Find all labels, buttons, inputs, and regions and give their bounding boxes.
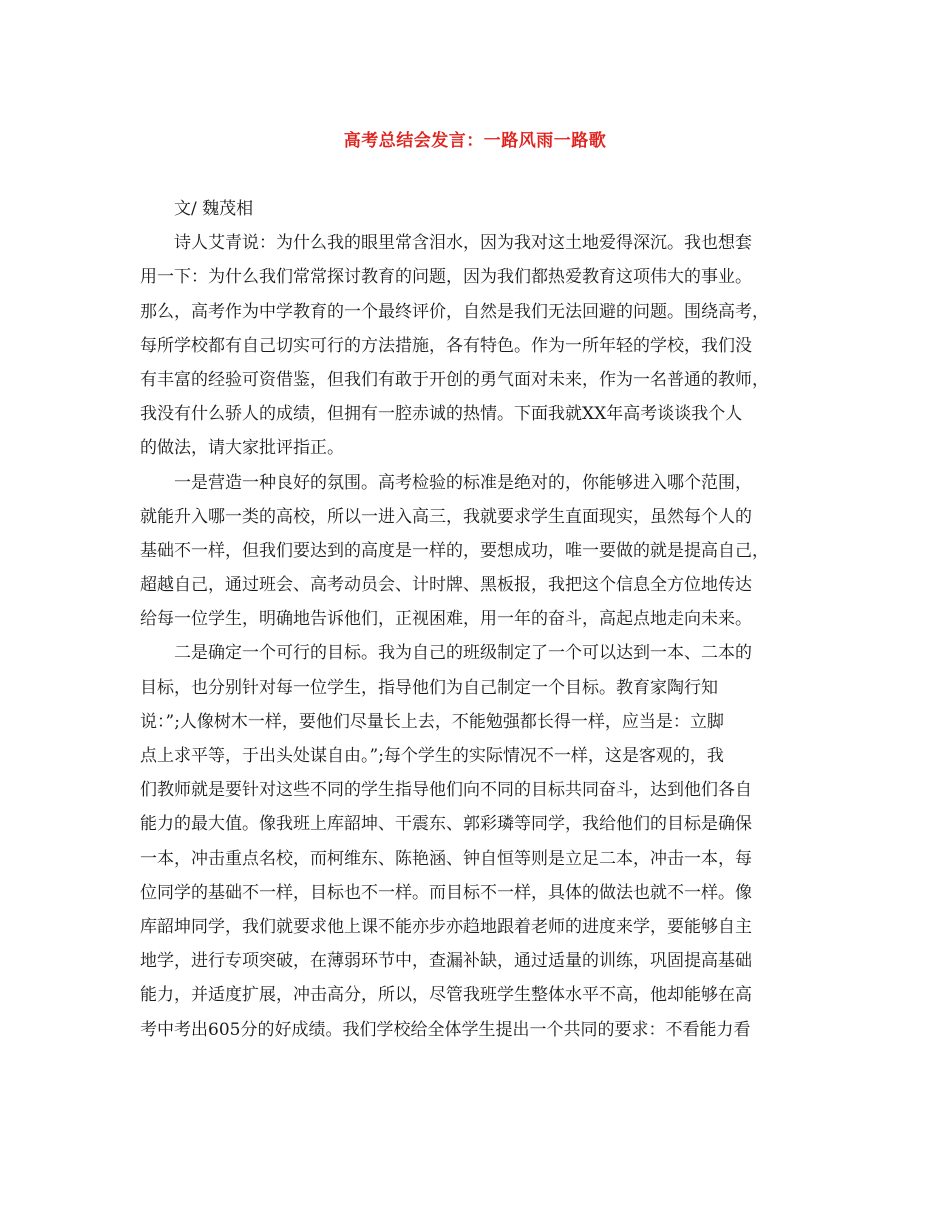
text-line: 考中考出605分的好成绩。我们学校给全体学生提出一个共同的要求：不看能力看	[140, 1019, 751, 1040]
text-line: 诗人艾青说：为什么我的眼里常含泪水，因为我对这土地爱得深沉。我也想套	[174, 233, 752, 254]
text-line: 二是确定一个可行的目标。我为自己的班级制定了一个可以达到一本、二本的	[174, 643, 752, 664]
text-line: 位同学的基础不一样，目标也不一样。而目标不一样，具体的做法也就不一样。像	[140, 882, 752, 903]
text-line: 一本，冲击重点名校，而柯维东、陈艳涵、钟自恒等则是立足二本，冲击一本，每	[140, 848, 752, 869]
document-body	[140, 192, 820, 1047]
text-line: 的做法，请大家批评指正。	[140, 438, 344, 459]
text-line: 说：”;人像树木一样，要他们尽量长上去，不能勉强都长得一样，应当是：立脚	[140, 711, 724, 732]
text-line: 点上求平等，于出头处谋自由。”;每个学生的实际情况不一样，这是客观的，我	[140, 746, 724, 766]
text-line: 给每一位学生，明确地告诉他们，正视困难，用一年的奋斗，高起点地走向未来。	[140, 609, 752, 630]
text-line: 基础不一样，但我们要达到的高度是一样的，要想成功，唯一要做的就是提高自己，	[140, 540, 769, 561]
text-line: 能力的最大值。像我班上库韶坤、干震东、郭彩璘等同学，我给他们的目标是确保	[140, 814, 752, 835]
text-line: 我没有什么骄人的成绩，但拥有一腔赤诚的热情。下面我就XX年高考谈谈我个人	[140, 404, 743, 425]
text-line: 一是营造一种良好的氛围。高考检验的标准是绝对的，你能够进入哪个范围，	[174, 472, 752, 493]
text-line: 库韶坤同学，我们就要求他上课不能亦步亦趋地跟着老师的进度来学，要能够自主	[140, 916, 752, 937]
document-title: 高考总结会发言：一路风雨一路歌	[343, 131, 607, 151]
text-line: 能力，并适度扩展，冲击高分，所以，尽管我班学生整体水平不高，他却能够在高	[140, 985, 752, 1006]
author-line: 文/ 魏茂相	[174, 199, 254, 219]
text-line: 用一下：为什么我们常常探讨教育的问题，因为我们都热爱教育这项伟大的事业。	[140, 267, 752, 288]
text-line: 超越自己，通过班会、高考动员会、计时牌、黑板报，我把这个信息全方位地传达	[140, 575, 752, 596]
text-line: 每所学校都有自己切实可行的方法措施，各有特色。作为一所年轻的学校，我们没	[140, 335, 752, 356]
text-line: 目标，也分别针对每一位学生，指导他们为自己制定一个目标。教育家陶行知	[140, 677, 718, 698]
text-line: 就能升入哪一类的高校，所以一进入高三，我就要求学生直面现实，虽然每个人的	[140, 506, 752, 527]
text-line: 们教师就是要针对这些不同的学生指导他们向不同的目标共同奋斗，达到他们各自	[140, 780, 752, 801]
text-line: 有丰富的经验可资借鉴，但我们有敢于开创的勇气面对未来，作为一名普通的教师，	[140, 369, 769, 390]
text-line: 地学，进行专项突破，在薄弱环节中，查漏补缺，通过适量的训练，巩固提高基础	[140, 951, 752, 972]
text-line: 那么，高考作为中学教育的一个最终评价，自然是我们无法回避的问题。围绕高考，	[140, 301, 769, 322]
paragraph-lines	[140, 226, 820, 1047]
